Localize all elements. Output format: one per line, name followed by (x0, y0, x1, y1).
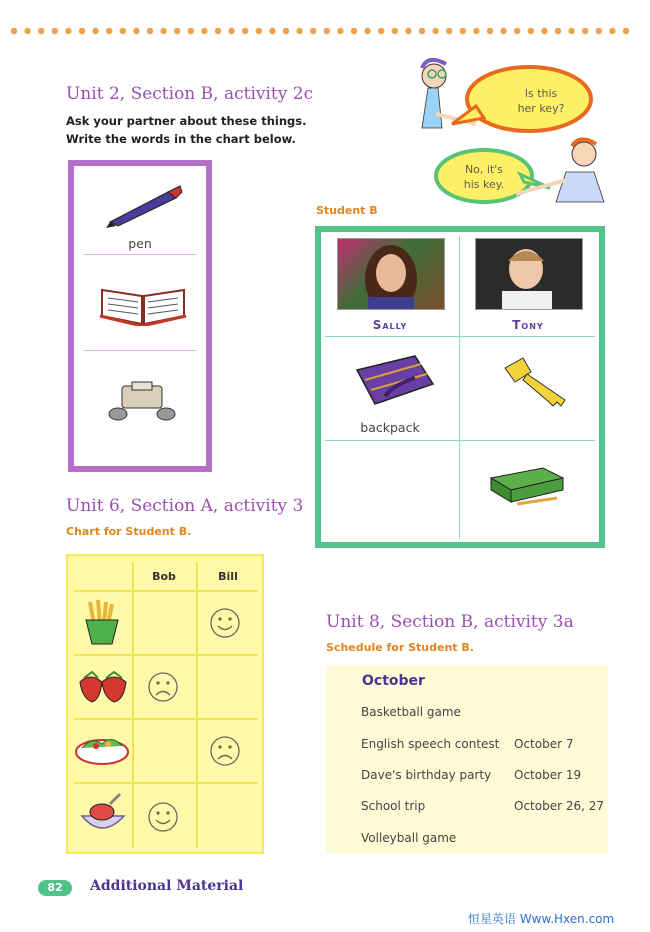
border-dot (11, 28, 17, 34)
schedule-date: October 26, 27 (514, 799, 605, 813)
grid-line (196, 562, 198, 848)
food-preference-chart (66, 554, 264, 854)
happy-face-icon (146, 800, 180, 834)
border-dot (92, 28, 98, 34)
pen-icon (106, 184, 186, 228)
person-name-tony: Tony (512, 318, 544, 332)
border-dot (324, 28, 330, 34)
border-dot (24, 28, 30, 34)
student-b-label: Student B (316, 204, 378, 217)
ice-cream-icon (78, 792, 128, 836)
column-header-bill: Bill (218, 570, 238, 583)
border-dot (568, 28, 574, 34)
border-dot (147, 28, 153, 34)
chart-divider (325, 440, 595, 441)
sad-face-icon (208, 734, 242, 768)
girl-portrait-icon (338, 239, 444, 309)
border-dot (541, 28, 547, 34)
instruction-line-2: Write the words in the chart below. (66, 132, 296, 146)
boy-portrait-icon (476, 239, 582, 309)
border-dot (188, 28, 194, 34)
border-dot (364, 28, 370, 34)
border-dot (174, 28, 180, 34)
border-dot (215, 28, 221, 34)
grid-line (74, 654, 258, 656)
chart-word-pen: pen (128, 236, 152, 251)
border-dot (582, 28, 588, 34)
things-chart (68, 160, 212, 472)
border-dot (351, 28, 357, 34)
grid-line (74, 718, 258, 720)
border-dot (296, 28, 302, 34)
tony-photo (475, 238, 583, 310)
section2-title: Unit 6, Section A, activity 3 (66, 496, 304, 516)
border-dot (528, 28, 534, 34)
bubble2-line2: his key. (463, 178, 505, 191)
border-dot (242, 28, 248, 34)
chart-divider (459, 236, 460, 539)
border-dot (283, 28, 289, 34)
backpack-icon (349, 350, 439, 410)
sad-face-icon (146, 670, 180, 704)
speech-bubble-2 (446, 162, 522, 192)
french-fries-icon (80, 598, 124, 648)
grid-line (132, 562, 134, 848)
bubble1-line2: her key? (517, 102, 565, 115)
border-dot (392, 28, 398, 34)
pencil-case-icon (487, 464, 569, 508)
grid-line (74, 782, 258, 784)
border-dot (500, 28, 506, 34)
schedule-label: Schedule for Student B. (326, 641, 474, 654)
border-dot (555, 28, 561, 34)
border-dot (79, 28, 85, 34)
border-dot (160, 28, 166, 34)
section1-title: Unit 2, Section B, activity 2c (66, 84, 314, 104)
schedule-event: Dave's birthday party (361, 768, 492, 782)
border-dot (256, 28, 262, 34)
schedule-date: October 7 (514, 737, 574, 751)
schedule-event: School trip (361, 799, 426, 813)
border-dot (310, 28, 316, 34)
border-dot (514, 28, 520, 34)
chart-divider (325, 336, 595, 337)
book-icon (98, 280, 188, 326)
border-dot (269, 28, 275, 34)
page-number-badge: 82 (38, 880, 72, 896)
schedule-month: October (362, 673, 425, 689)
speech-bubble-1 (496, 86, 586, 116)
key-icon (501, 356, 571, 412)
border-dot (337, 28, 343, 34)
border-dot (228, 28, 234, 34)
border-dot (378, 28, 384, 34)
chart-cell-console (84, 350, 196, 448)
schedule-date: October 19 (514, 768, 582, 782)
border-dot (52, 28, 58, 34)
border-dot (38, 28, 44, 34)
border-dot (432, 28, 438, 34)
watermark: 恒星英语 Www.Hxen.com (468, 912, 615, 926)
strawberries-icon (76, 666, 130, 706)
border-dot (487, 28, 493, 34)
column-header-bob: Bob (152, 570, 176, 583)
border-dot (596, 28, 602, 34)
border-dot (609, 28, 615, 34)
border-dot (120, 28, 126, 34)
chart-cell-pen (84, 166, 196, 255)
border-dot (405, 28, 411, 34)
section3-title: Unit 8, Section B, activity 3a (326, 612, 574, 632)
border-dot (106, 28, 112, 34)
border-dot (473, 28, 479, 34)
border-dot (133, 28, 139, 34)
dotted-border (10, 24, 640, 38)
footer-section-name: Additional Material (90, 878, 244, 894)
chart-for-student-b-label: Chart for Student B. (66, 525, 192, 538)
grid-line (74, 590, 258, 592)
schedule-panel (326, 665, 608, 853)
bubble2-line1: No, it's (464, 163, 504, 176)
sally-photo (337, 238, 445, 310)
schedule-event: English speech contest (361, 737, 500, 751)
border-dot (623, 28, 629, 34)
schedule-event: Volleyball game (361, 831, 457, 845)
border-dot (446, 28, 452, 34)
instruction-line-1: Ask your partner about these things. (66, 114, 307, 128)
student-b-chart (315, 226, 605, 548)
chart-cell-book (84, 254, 196, 351)
border-dot (419, 28, 425, 34)
border-dot (65, 28, 71, 34)
happy-face-icon (208, 606, 242, 640)
game-console-icon (108, 380, 178, 424)
border-dot (460, 28, 466, 34)
person-name-sally: Sally (372, 318, 408, 332)
schedule-event: Basketball game (361, 705, 461, 719)
section1-instruction (66, 112, 306, 148)
chart-word-backpack: backpack (360, 420, 420, 435)
border-dot (201, 28, 207, 34)
salad-icon (74, 732, 130, 768)
bubble1-line1: Is this (524, 87, 558, 100)
